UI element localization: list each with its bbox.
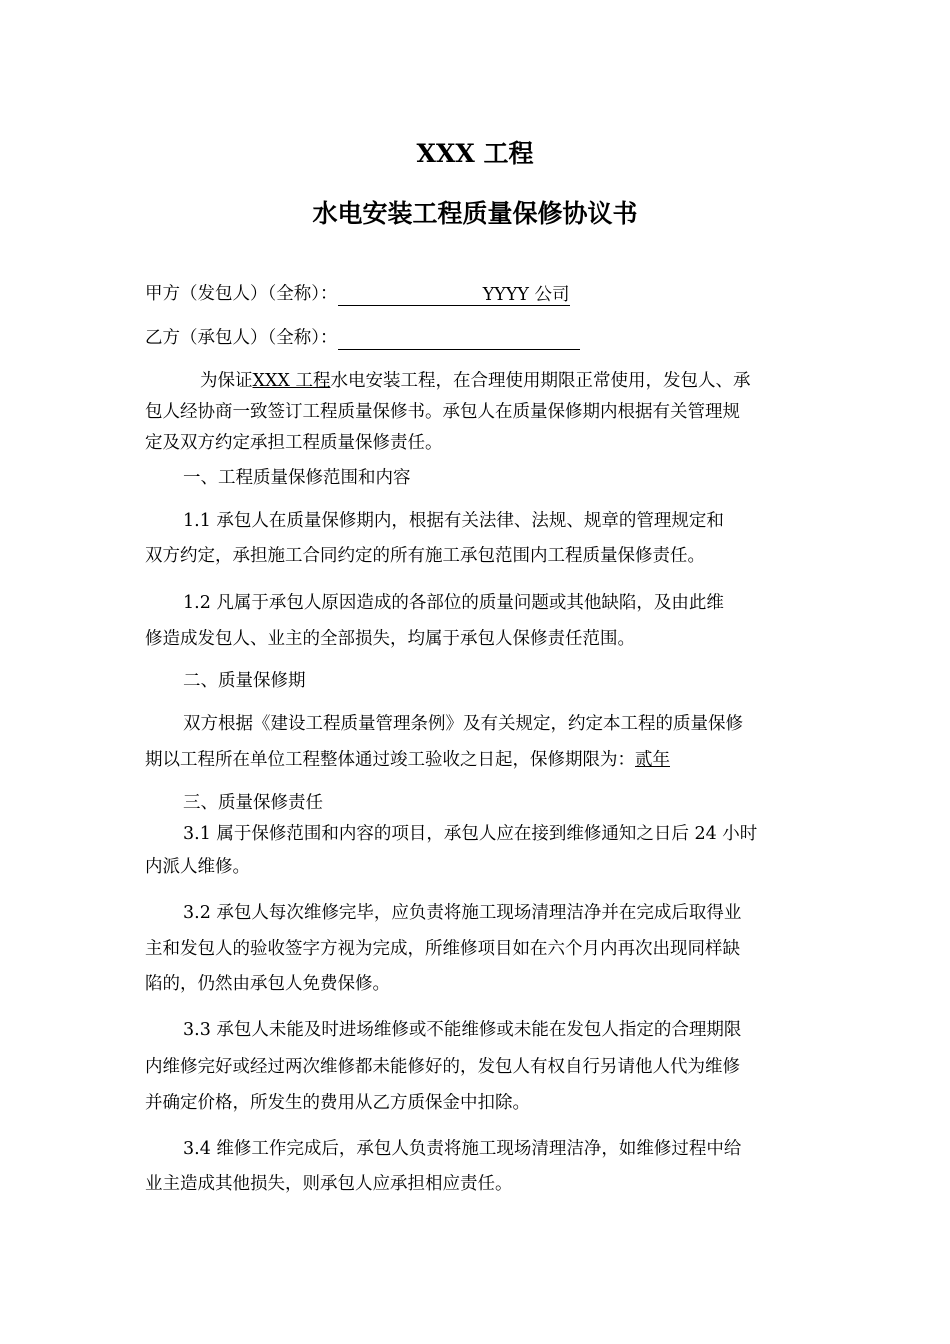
party-a-value: YYYY 公司 xyxy=(482,285,570,305)
section-1-2-line-1: 1.2 凡属于承包人原因造成的各部位的质量问题或其他缺陷，及由此维 xyxy=(183,593,724,613)
intro-line-1 xyxy=(200,369,750,393)
intro-line-2: 包人经协商一致签订工程质量保修书。承包人在质量保修期内根据有关管理规 xyxy=(145,402,740,422)
section-3-2-line-1: 3.2 承包人每次维修完毕，应负责将施工现场清理洁净并在完成后取得业 xyxy=(183,903,742,923)
intro-prefix: 为保证 xyxy=(200,371,253,391)
section-2-line-1: 双方根据《建设工程质量管理条例》及有关规定，约定本工程的质量保修 xyxy=(183,714,743,734)
section-1-1-line-2: 双方约定，承担施工合同约定的所有施工承包范围内工程质量保修责任。 xyxy=(145,546,705,566)
section-1-2-line-2: 修造成发包人、业主的全部损失，均属于承包人保修责任范围。 xyxy=(145,629,635,649)
party-a-label: 甲方（发包人）（全称）： xyxy=(145,284,338,304)
warranty-period-value: 贰年 xyxy=(635,750,670,770)
section-3-4-line-2: 业主造成其他损失，则承包人应承担相应责任。 xyxy=(145,1174,513,1194)
party-a-field xyxy=(338,283,570,306)
intro-project-name: XXX 工程 xyxy=(252,371,331,391)
section-1-1-line-1: 1.1 承包人在质量保修期内，根据有关法律、法规、规章的管理规定和 xyxy=(183,511,724,531)
section-3-2-line-2: 主和发包人的验收签字方视为完成，所维修项目如在六个月内再次出现同样缺 xyxy=(145,939,740,959)
party-b-line xyxy=(145,326,580,350)
document-title: XXX 工程 xyxy=(416,139,534,168)
section-3-1-line-2: 内派人维修。 xyxy=(145,857,250,877)
section-3-4-line-1: 3.4 维修工作完成后，承包人负责将施工现场清理洁净，如维修过程中给 xyxy=(183,1139,742,1159)
section-3-3-line-1: 3.3 承包人未能及时进场维修或不能维修或未能在发包人指定的合理期限 xyxy=(183,1020,742,1040)
intro-line-3: 定及双方约定承担工程质量保修责任。 xyxy=(145,433,443,453)
section-1-heading: 一、工程质量保修范围和内容 xyxy=(183,468,411,488)
section-3-heading: 三、质量保修责任 xyxy=(183,793,323,813)
section-2-heading: 二、质量保修期 xyxy=(183,671,306,691)
document-subtitle: 水电安装工程质量保修协议书 xyxy=(312,199,638,228)
warranty-period-text: 期以工程所在单位工程整体通过竣工验收之日起，保修期限为： xyxy=(145,750,635,770)
section-3-2-line-3: 陷的，仍然由承包人免费保修。 xyxy=(145,974,390,994)
party-b-field xyxy=(338,327,580,350)
section-3-3-line-3: 并确定价格，所发生的费用从乙方质保金中扣除。 xyxy=(145,1093,530,1113)
party-a-line xyxy=(145,282,570,306)
party-b-label: 乙方（承包人）（全称）： xyxy=(145,328,338,348)
section-2-line-2 xyxy=(145,748,670,772)
section-3-3-line-2: 内维修完好或经过两次维修都未能修好的，发包人有权自行另请他人代为维修 xyxy=(145,1057,740,1077)
section-3-1-line-1: 3.1 属于保修范围和内容的项目，承包人应在接到维修通知之日后 24 小时 xyxy=(183,824,758,844)
intro-suffix: 水电安装工程，在合理使用期限正常使用，发包人、承 xyxy=(330,371,751,391)
